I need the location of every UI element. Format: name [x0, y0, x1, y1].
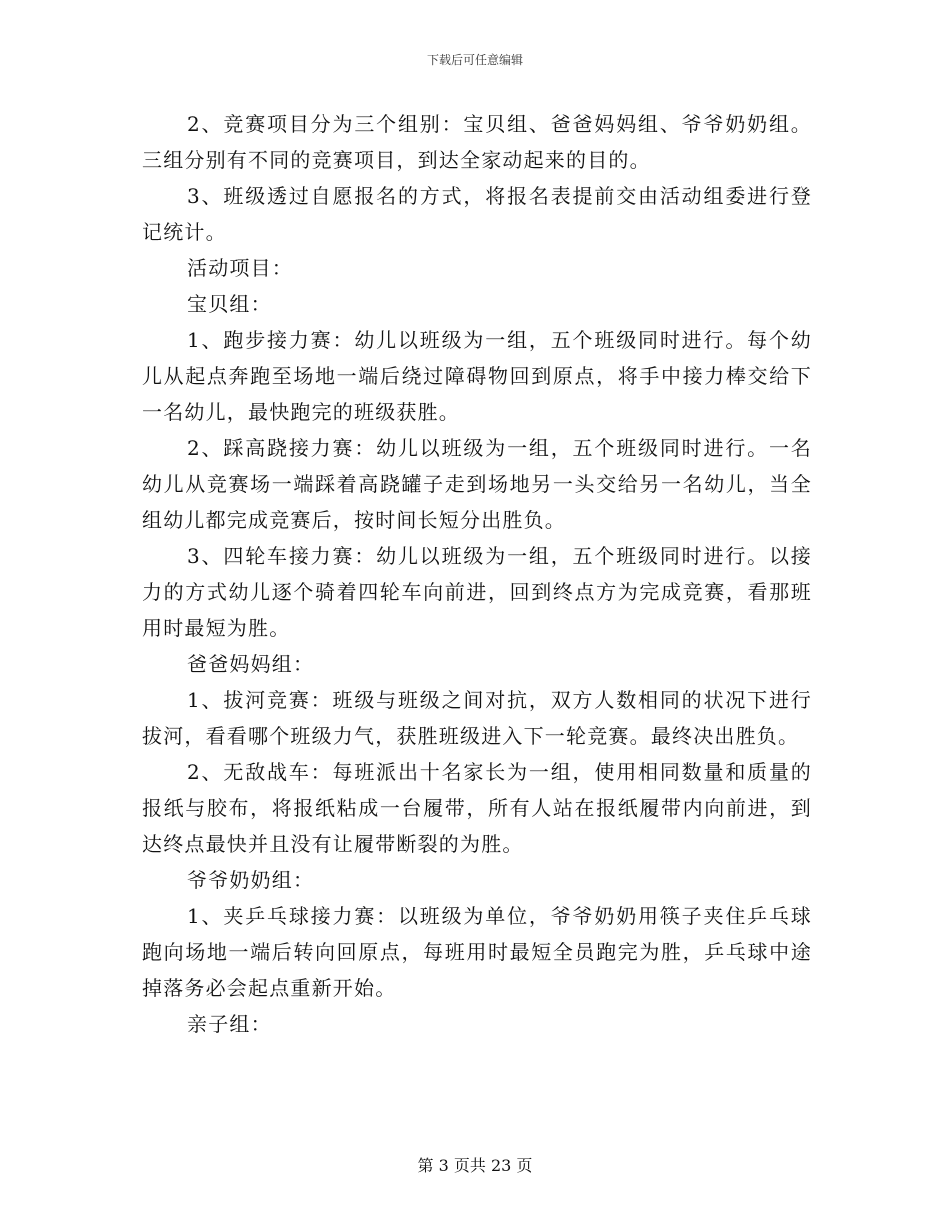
document-body	[142, 106, 812, 1042]
paragraph-ping-pong-relay: 1、夹乒乓球接力赛：以班级为单位，爷爷奶奶用筷子夹住乒乓球跑向场地一端后转向回原点，每班用时最短全员跑完为胜，乒乓球中途掉落务必会起点重新开始。	[142, 904, 812, 1000]
paragraph-tug-of-war: 1、拔河竞赛：班级与班级之间对抗，双方人数相同的状况下进行拔河，看看哪个班级力气，获胜班级进入下一轮竞赛。最终决出胜负。	[142, 688, 812, 748]
page-header: 下载后可任意编辑	[426, 53, 523, 67]
group-heading-baby: 宝贝组：	[187, 292, 272, 316]
group-heading-parent-child: 亲子组：	[187, 1012, 272, 1036]
paragraph-registration: 3、班级透过自愿报名的方式，将报名表提前交由活动组委进行登记统计。	[142, 184, 812, 244]
paragraph-four-wheel-relay: 3、四轮车接力赛：幼儿以班级为一组，五个班级同时进行。以接力的方式幼儿逐个骑着四轮车向前进，回到终点方为完成竞赛，看那班用时最短为胜。	[142, 544, 812, 640]
page-number-footer: 第 3 页共 23 页	[417, 1156, 533, 1175]
paragraph-invincible-chariot: 2、无敌战车：每班派出十名家长为一组，使用相同数量和质量的报纸与胶布，将报纸粘成一台履带，所有人站在报纸履带内向前进，到达终点最快并且没有让履带断裂的为胜。	[142, 760, 812, 856]
group-heading-parents: 爸爸妈妈组：	[187, 652, 315, 676]
paragraph-running-relay: 1、跑步接力赛：幼儿以班级为一组，五个班级同时进行。每个幼儿从起点奔跑至场地一端后绕过障碍物回到原点，将手中接力棒交给下一名幼儿，最快跑完的班级获胜。	[142, 328, 812, 424]
paragraph-stilts-relay: 2、踩高跷接力赛：幼儿以班级为一组，五个班级同时进行。一名幼儿从竞赛场一端踩着高跷罐子走到场地另一头交给另一名幼儿，当全组幼儿都完成竞赛后，按时间长短分出胜负。	[142, 436, 812, 532]
group-heading-grandparents: 爷爷奶奶组：	[187, 868, 315, 892]
section-heading-activities: 活动项目：	[187, 256, 293, 280]
paragraph-competition-groups: 2、竞赛项目分为三个组别：宝贝组、爸爸妈妈组、爷爷奶奶组。三组分别有不同的竞赛项目，到达全家动起来的目的。	[142, 112, 812, 172]
